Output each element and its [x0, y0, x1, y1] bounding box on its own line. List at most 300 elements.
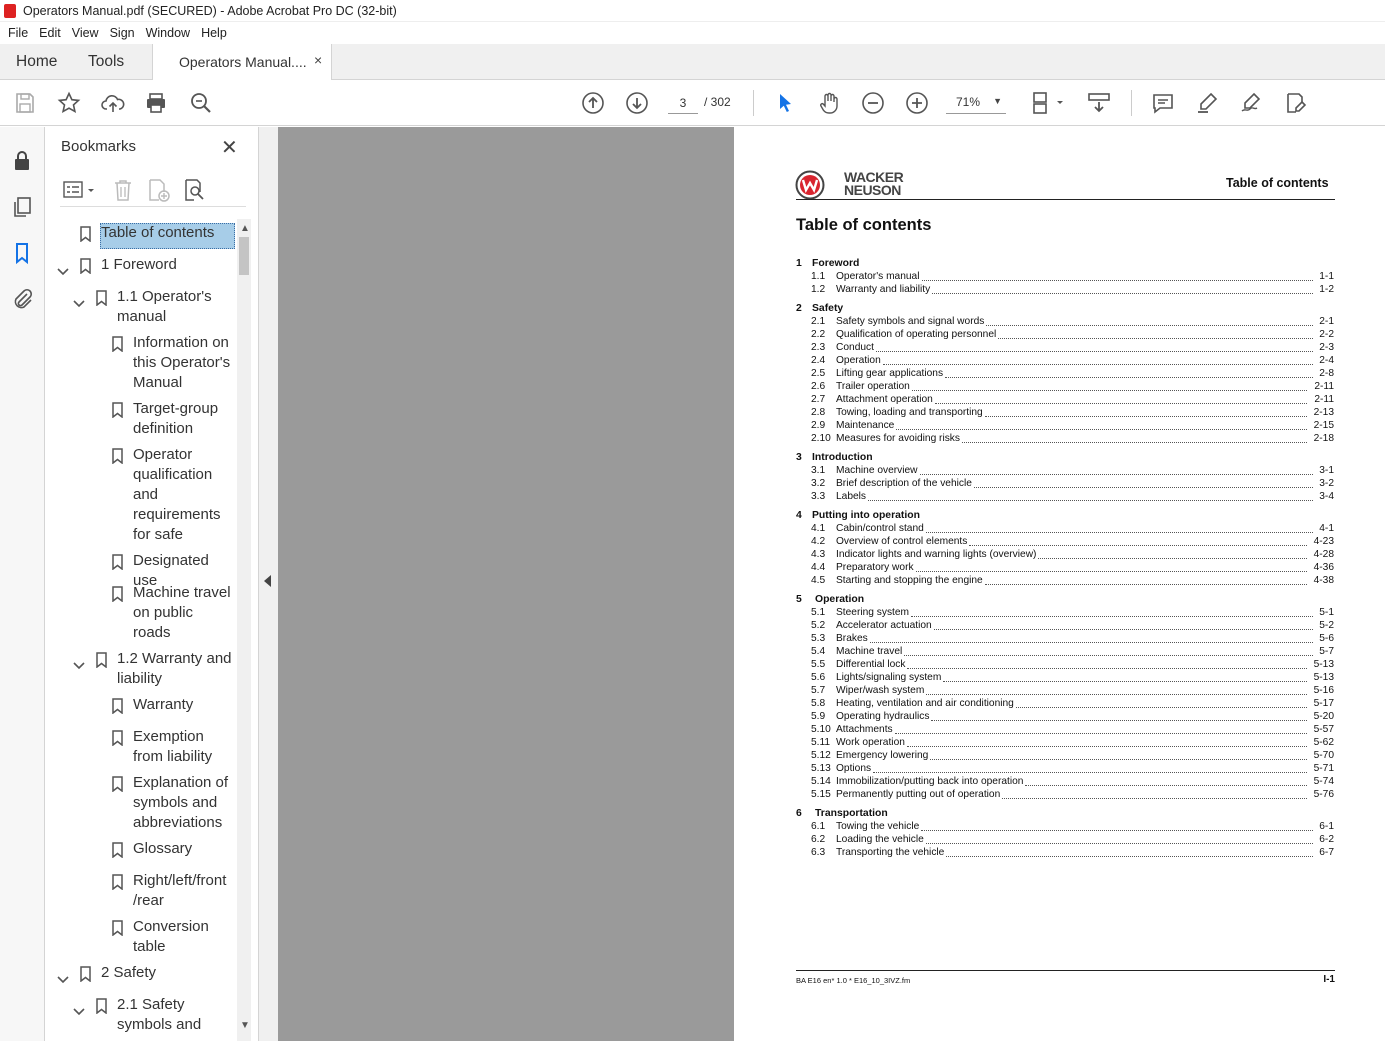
toc-entry-page: 5-74 — [1313, 776, 1334, 787]
bookmark-label: 2 Safety — [101, 964, 157, 981]
toc-entry-title[interactable]: Steering system — [836, 607, 910, 618]
toc-entry-page: 5-70 — [1313, 750, 1334, 761]
bookmark-label: Exemption — [133, 728, 204, 745]
highlight-icon[interactable] — [1195, 91, 1219, 115]
toc-entry-number: 5.10 — [811, 724, 831, 735]
toc-entry-page: 5-7 — [1319, 646, 1334, 657]
toc-entry-number: 1.2 — [811, 284, 826, 295]
toc-entry-title[interactable]: Work operation — [836, 737, 905, 748]
toc-dot-leader — [911, 607, 1313, 617]
tab-tools[interactable]: Tools — [88, 53, 125, 70]
toc-entry-title[interactable]: Indicator lights and warning lights (overview) — [836, 549, 1037, 560]
footer-file-name: BA E16 en* 1.0 * E16_10_3IVZ.fm — [796, 976, 911, 985]
bookmark-icon — [96, 652, 107, 668]
toc-entry-title[interactable]: Operator's manual — [836, 271, 920, 282]
toc-dot-leader — [916, 562, 1307, 572]
bookmark-label: /rear — [133, 892, 164, 909]
menu-bar — [0, 22, 1385, 44]
scroll-down-icon[interactable]: ▼ — [240, 1020, 250, 1031]
bookmark-item[interactable] — [45, 399, 237, 445]
pdf-page — [734, 127, 1385, 1041]
zoom-level-dropdown[interactable] — [946, 92, 1006, 114]
toc-entry-number: 5.5 — [811, 659, 826, 670]
toc-entry-page: 6-1 — [1319, 821, 1334, 832]
toc-entry-page: 3-4 — [1319, 491, 1334, 502]
toc-entry-title[interactable]: Conduct — [836, 342, 874, 353]
toc-entry-title[interactable]: Towing the vehicle — [836, 821, 920, 832]
toc-entry-title[interactable]: Machine overview — [836, 465, 918, 476]
bookmark-icon — [112, 842, 123, 858]
toc-entry-page: 3-1 — [1319, 465, 1334, 476]
toc-entry-page: 2-18 — [1313, 433, 1334, 444]
toc-entry-number: 5.8 — [811, 698, 826, 709]
bookmark-item[interactable] — [45, 839, 237, 865]
footer-page-number: I-1 — [1323, 974, 1335, 985]
bookmark-icon — [112, 730, 123, 746]
toc-entry-page: 5-13 — [1313, 672, 1334, 683]
toc-entry-page: 5-17 — [1313, 698, 1334, 709]
find-bookmark-icon[interactable] — [182, 178, 206, 202]
toc-entry-title[interactable]: Trailer operation — [836, 381, 910, 392]
toc-entry-number: 3.3 — [811, 491, 826, 502]
bookmark-item[interactable] — [45, 583, 237, 649]
toc-dot-leader — [962, 433, 1307, 443]
toc-entry-number: 2.9 — [811, 420, 826, 431]
header-rule — [796, 199, 1335, 200]
toc-dot-leader — [946, 847, 1313, 857]
bookmark-label: on public — [133, 604, 194, 621]
toc-dot-leader — [985, 407, 1307, 417]
bookmark-item[interactable] — [45, 649, 237, 695]
scroll-mode-icon[interactable] — [1087, 91, 1111, 115]
toc-dot-leader — [932, 284, 1313, 294]
menu-window[interactable]: Window — [145, 26, 191, 40]
toc-dot-leader — [931, 711, 1307, 721]
toc-entry-title[interactable]: Maintenance — [836, 420, 895, 431]
toc-entry-number: 5.6 — [811, 672, 826, 683]
chevron-down-icon[interactable] — [73, 295, 85, 303]
toc-entry-number: 4.2 — [811, 536, 826, 547]
toc-chapter-number: 4 — [796, 510, 802, 521]
attachment-icon[interactable] — [10, 287, 34, 311]
toc-entry-page: 5-2 — [1319, 620, 1334, 631]
wacker-neuson-logo-icon — [795, 170, 825, 200]
toc-entry-title[interactable]: Safety symbols and signal words — [836, 316, 985, 327]
bookmark-label: liability — [117, 670, 163, 687]
chevron-down-icon[interactable] — [73, 657, 85, 665]
page-down-icon[interactable] — [625, 91, 649, 115]
collapse-panel-icon[interactable] — [264, 575, 271, 587]
toc-entry-number: 5.4 — [811, 646, 826, 657]
toc-dot-leader — [904, 646, 1313, 656]
toc-entry-title[interactable]: Starting and stopping the engine — [836, 575, 983, 586]
chevron-down-icon[interactable] — [73, 1003, 85, 1011]
menu-edit[interactable]: Edit — [39, 26, 61, 40]
page-up-icon[interactable] — [581, 91, 605, 115]
toc-chapter-title[interactable]: Putting into operation — [812, 510, 920, 521]
cloud-upload-icon[interactable] — [101, 91, 125, 115]
toc-entry-page: 1-1 — [1319, 271, 1334, 282]
bookmark-item[interactable] — [45, 963, 237, 989]
toc-entry-title[interactable]: Lights/signaling system — [836, 672, 942, 683]
brand-name-bottom: NEUSON — [844, 182, 901, 198]
toc-entry-page: 3-2 — [1319, 478, 1334, 489]
toc-entry-title[interactable]: Towing, loading and transporting — [836, 407, 983, 418]
options-menu-icon[interactable] — [62, 179, 96, 201]
toc-entry-number: 5.9 — [811, 711, 826, 722]
tab-bar — [0, 44, 1385, 80]
toc-dot-leader — [907, 659, 1307, 669]
toc-dot-leader — [912, 381, 1307, 391]
toc-entry-page: 5-57 — [1313, 724, 1334, 735]
bookmark-label: Conversion — [133, 918, 209, 935]
bookmark-icon — [80, 258, 91, 274]
toc-entry-title[interactable]: Warranty and liability — [836, 284, 931, 295]
bookmark-label: Table of contents — [101, 224, 215, 241]
bookmark-item[interactable] — [45, 551, 237, 589]
bookmark-item[interactable] — [45, 773, 237, 839]
toc-entry-number: 6.2 — [811, 834, 826, 845]
toc-entry-title[interactable]: Loading the vehicle — [836, 834, 924, 845]
bookmark-icon — [112, 920, 123, 936]
footer-rule — [796, 970, 1335, 971]
menu-sign[interactable]: Sign — [109, 26, 135, 40]
toc-entry-title[interactable]: Overview of control elements — [836, 536, 968, 547]
bookmark-label: requirements — [133, 506, 221, 523]
toc-dot-leader — [876, 342, 1313, 352]
toc-dot-leader — [896, 420, 1307, 430]
toc-entry-number: 5.2 — [811, 620, 826, 631]
bookmarks-tree — [45, 219, 237, 1041]
bookmark-label: Manual — [133, 374, 183, 391]
toc-entry-page: 5-62 — [1313, 737, 1334, 748]
toc-dot-leader — [895, 724, 1307, 734]
toc-dot-leader — [883, 355, 1313, 365]
toc-entry-title[interactable]: Transporting the vehicle — [836, 847, 945, 858]
hand-icon[interactable] — [817, 91, 841, 115]
zoom-out-icon[interactable] — [861, 91, 885, 115]
bookmark-icon — [112, 402, 123, 418]
zoom-level: 71% — [956, 95, 981, 109]
toc-entry-page: 5-71 — [1313, 763, 1334, 774]
bookmark-item[interactable] — [45, 223, 237, 249]
toc-dot-leader — [1002, 789, 1307, 799]
bookmark-item[interactable] — [45, 287, 237, 333]
menu-view[interactable]: View — [71, 26, 99, 40]
toc-chapter-number: 6 — [796, 808, 802, 819]
toc-entry-title[interactable]: Operating hydraulics — [836, 711, 930, 722]
toc-entry-number: 4.1 — [811, 523, 826, 534]
toc-entry-title[interactable]: Brief description of the vehicle — [836, 478, 972, 489]
toc-entry-title[interactable]: Lifting gear applications — [836, 368, 944, 379]
bookmark-label: from liability — [133, 748, 213, 765]
save-icon[interactable] — [13, 91, 37, 115]
toc-dot-leader — [945, 368, 1313, 378]
toc-entry-number: 2.2 — [811, 329, 826, 340]
toc-entry-title[interactable]: Labels — [836, 491, 867, 502]
toc-entry-page: 2-11 — [1314, 381, 1334, 392]
toc-entry-title[interactable]: Wiper/wash system — [836, 685, 925, 696]
star-icon[interactable] — [57, 91, 81, 115]
bookmark-icon — [112, 776, 123, 792]
toc-dot-leader — [930, 750, 1307, 760]
toc-entry-page: 4-38 — [1313, 575, 1334, 586]
toc-entry-page: 1-2 — [1319, 284, 1334, 295]
toc-entry-page: 2-11 — [1314, 394, 1334, 405]
toc-entry-page: 5-76 — [1313, 789, 1334, 800]
toc-dot-leader — [935, 394, 1307, 404]
toc-dot-leader — [926, 685, 1307, 695]
toc-entry-page: 5-20 — [1313, 711, 1334, 722]
toc-chapter-title[interactable]: Operation — [815, 594, 865, 605]
toc-entry-title[interactable]: Immobilization/putting back into operation — [836, 776, 1024, 787]
bookmark-icon — [112, 698, 123, 714]
menu-help[interactable]: Help — [201, 26, 227, 40]
toc-entry-number: 2.7 — [811, 394, 826, 405]
chevron-down-icon: ▼ — [993, 96, 1002, 106]
toc-dot-leader — [873, 763, 1307, 773]
toc-dot-leader — [926, 523, 1313, 533]
bookmark-item[interactable] — [45, 255, 237, 281]
toolbar-divider — [1131, 90, 1132, 116]
toc-entry-number: 6.1 — [811, 821, 826, 832]
toc-entry-number: 3.1 — [811, 465, 826, 476]
toc-dot-leader — [986, 316, 1313, 326]
bookmark-label: for safe — [133, 526, 184, 543]
bookmark-label: 2.1 Safety — [117, 996, 185, 1013]
new-bookmark-icon[interactable] — [146, 178, 170, 202]
toc-entry-title[interactable]: Brakes — [836, 633, 868, 644]
toc-heading: Table of contents — [796, 216, 932, 234]
toc-entry-number: 5.7 — [811, 685, 826, 696]
toc-entry-page: 5-16 — [1313, 685, 1334, 696]
toc-entry-number: 4.5 — [811, 575, 826, 586]
toc-entry-number: 1.1 — [811, 271, 826, 282]
toc-dot-leader — [920, 465, 1313, 475]
bookmark-icon — [112, 586, 123, 602]
toc-chapter-title[interactable]: Introduction — [812, 452, 873, 463]
toc-entry-page: 2-8 — [1319, 368, 1334, 379]
delete-icon[interactable] — [112, 178, 134, 202]
toc-entry-number: 5.12 — [811, 750, 831, 761]
toc-entry-page: 5-1 — [1319, 607, 1334, 618]
close-icon[interactable]: ✕ — [221, 137, 238, 159]
toc-entry-title[interactable]: Qualification of operating personnel — [836, 329, 997, 340]
print-icon[interactable] — [144, 91, 168, 115]
toc-entry-number: 2.6 — [811, 381, 826, 392]
toc-entry-number: 5.14 — [811, 776, 831, 787]
toc-entry-number: 2.8 — [811, 407, 826, 418]
bookmark-label: Information on — [133, 334, 229, 351]
bookmark-label: symbols and — [117, 1016, 202, 1033]
toc-entry-title[interactable]: Emergency lowering — [836, 750, 929, 761]
toc-entry-title[interactable]: Cabin/control stand — [836, 523, 924, 534]
tab-home[interactable]: Home — [16, 53, 58, 70]
toc-chapter-number: 1 — [796, 258, 802, 269]
toc-dot-leader — [985, 575, 1307, 585]
menu-file[interactable]: File — [8, 26, 29, 40]
bookmark-item[interactable] — [45, 333, 237, 399]
bookmark-icon — [80, 966, 91, 982]
bookmark-label: Explanation of — [133, 774, 229, 791]
pages-icon[interactable] — [10, 195, 34, 219]
bookmark-label: Operator — [133, 446, 193, 463]
toc-entry-page: 6-7 — [1319, 847, 1334, 858]
bookmark-icon[interactable] — [10, 241, 34, 265]
page-header-title: Table of contents — [1226, 176, 1329, 190]
toc-chapter-number: 2 — [796, 303, 802, 314]
sign-icon[interactable] — [1239, 91, 1263, 115]
toc-entry-number: 5.15 — [811, 789, 831, 800]
toc-entry-number: 5.13 — [811, 763, 831, 774]
toolbar-divider — [753, 90, 754, 116]
bookmark-icon — [112, 448, 123, 464]
toc-entry-page: 4-36 — [1313, 562, 1334, 573]
navigation-rail — [0, 127, 45, 1041]
bookmark-label: symbols and — [133, 794, 218, 811]
toc-entry-title[interactable]: Operation — [836, 355, 881, 366]
toc-entry-page: 2-15 — [1313, 420, 1334, 431]
toc-dot-leader — [1016, 698, 1307, 708]
toc-chapter-title[interactable]: Foreword — [812, 258, 860, 269]
chevron-down-icon[interactable] — [57, 263, 69, 271]
brand-name — [844, 171, 903, 197]
bookmarks-title: Bookmarks — [61, 138, 137, 155]
tab-close-icon[interactable]: × — [314, 52, 323, 68]
toc-chapter-number: 5 — [796, 594, 802, 605]
zoom-in-icon[interactable] — [905, 91, 929, 115]
page-fit-icon[interactable] — [1031, 91, 1067, 115]
toc-entry-number: 6.3 — [811, 847, 826, 858]
toc-dot-leader — [943, 672, 1307, 682]
toc-entry-page: 5-6 — [1319, 633, 1334, 644]
toc-entry-title[interactable]: Accelerator actuation — [836, 620, 932, 631]
toc-entry-number: 2.5 — [811, 368, 826, 379]
toc-dot-leader — [922, 271, 1314, 281]
toc-dot-leader — [870, 633, 1313, 643]
lock-icon[interactable] — [10, 149, 34, 173]
bookmark-label: Designated use — [133, 552, 209, 589]
toc-entry-number: 5.11 — [811, 737, 831, 748]
toc-chapter-title[interactable]: Safety — [812, 303, 844, 314]
bookmark-icon — [112, 554, 123, 570]
select-cursor-icon[interactable] — [773, 91, 797, 115]
bookmark-label: Right/left/front — [133, 872, 227, 889]
tab-document-label: Operators Manual.... — [179, 54, 307, 70]
toc-entry-title[interactable]: Attachment operation — [836, 394, 933, 405]
bookmark-label: Target-group — [133, 400, 219, 417]
search-zoom-icon[interactable] — [189, 91, 213, 115]
bookmark-label: 1 Foreword — [101, 256, 177, 273]
bookmark-label: abbreviations — [133, 814, 223, 831]
page-total: / 302 — [704, 95, 731, 109]
toc-entry-page: 2-1 — [1319, 316, 1334, 327]
more-tools-icon[interactable] — [1284, 91, 1308, 115]
toolbar — [0, 80, 1385, 126]
bookmark-icon — [80, 226, 91, 242]
bookmark-label: this Operator's — [133, 354, 231, 371]
toc-entry-title[interactable]: Attachments — [836, 724, 893, 735]
toc-dot-leader — [998, 329, 1313, 339]
bookmarks-panel — [45, 127, 259, 1041]
bookmark-item[interactable] — [45, 871, 237, 917]
toc-entry-page: 2-3 — [1319, 342, 1334, 353]
toc-entry-title[interactable]: Machine travel — [836, 646, 903, 657]
toc-entry-number: 5.3 — [811, 633, 826, 644]
toc-entry-page: 4-1 — [1319, 523, 1334, 534]
bookmark-item[interactable] — [45, 995, 237, 1041]
toc-dot-leader — [926, 834, 1313, 844]
bookmark-label: roads — [133, 624, 171, 641]
bookmark-label: 1.2 Warranty and — [117, 650, 232, 667]
toc-entry-number: 2.10 — [811, 433, 831, 444]
bookmark-label: and — [133, 486, 159, 503]
toc-dot-leader — [1025, 776, 1307, 786]
toc-entry-title[interactable]: Heating, ventilation and air conditioning — [836, 698, 1014, 709]
bookmark-item[interactable] — [45, 727, 237, 773]
bookmark-label: Warranty — [133, 696, 194, 713]
toc-dot-leader — [907, 737, 1307, 747]
toc-entry-number: 4.4 — [811, 562, 826, 573]
toc-entry-title[interactable]: Measures for avoiding risks — [836, 433, 960, 444]
toc-entry-page: 4-23 — [1313, 536, 1334, 547]
toc-entry-page: 2-13 — [1313, 407, 1334, 418]
bookmark-item[interactable] — [45, 917, 237, 963]
page-number-input[interactable] — [668, 92, 698, 114]
toc-dot-leader — [934, 620, 1313, 630]
panel-splitter[interactable] — [259, 127, 278, 1041]
toc-dot-leader — [969, 536, 1307, 546]
bookmark-label: Machine travel — [133, 584, 231, 601]
toc-dot-leader — [1038, 549, 1307, 559]
toc-entry-page: 6-2 — [1319, 834, 1334, 845]
bookmark-item[interactable] — [45, 695, 237, 721]
toc-entry-page: 2-4 — [1319, 355, 1334, 366]
toc-entry-number: 2.3 — [811, 342, 826, 353]
toc-chapter-title[interactable]: Transportation — [815, 808, 888, 819]
window-title: Operators Manual.pdf (SECURED) - Adobe Acrobat Pro DC (32-bit) — [23, 3, 397, 18]
bookmark-icon — [96, 998, 107, 1014]
bookmark-icon — [96, 290, 107, 306]
bookmarks-scrollbar-thumb[interactable] — [239, 237, 249, 275]
toc-entry-title[interactable]: Options — [836, 763, 872, 774]
chevron-down-icon[interactable] — [57, 971, 69, 979]
comment-icon[interactable] — [1151, 91, 1175, 115]
tab-document[interactable] — [152, 44, 332, 81]
toc-entry-title[interactable]: Permanently putting out of operation — [836, 789, 1001, 800]
toc-entry-number: 3.2 — [811, 478, 826, 489]
scroll-up-icon[interactable]: ▲ — [240, 223, 250, 234]
toc-entry-page: 2-2 — [1319, 329, 1334, 340]
toc-dot-leader — [921, 821, 1313, 831]
bookmark-label: 1.1 Operator's — [117, 288, 212, 305]
toc-chapter-number: 3 — [796, 452, 802, 463]
bookmark-icon — [112, 874, 123, 890]
toc-dot-leader — [868, 491, 1313, 501]
brand-name-top: WACKER — [844, 169, 904, 185]
bookmarks-toolbar — [60, 175, 246, 207]
bookmark-label: qualification — [133, 466, 213, 483]
acrobat-app-icon — [4, 4, 16, 18]
toc-entry-number: 2.1 — [811, 316, 826, 327]
bookmarks-scrollbar[interactable] — [237, 219, 251, 1041]
toc-entry-number: 5.1 — [811, 607, 826, 618]
toc-entry-title[interactable]: Differential lock — [836, 659, 906, 670]
toc-entry-number: 4.3 — [811, 549, 826, 560]
bookmark-item[interactable] — [45, 445, 237, 551]
toc-entry-title[interactable]: Preparatory work — [836, 562, 914, 573]
bookmark-label: table — [133, 938, 166, 955]
